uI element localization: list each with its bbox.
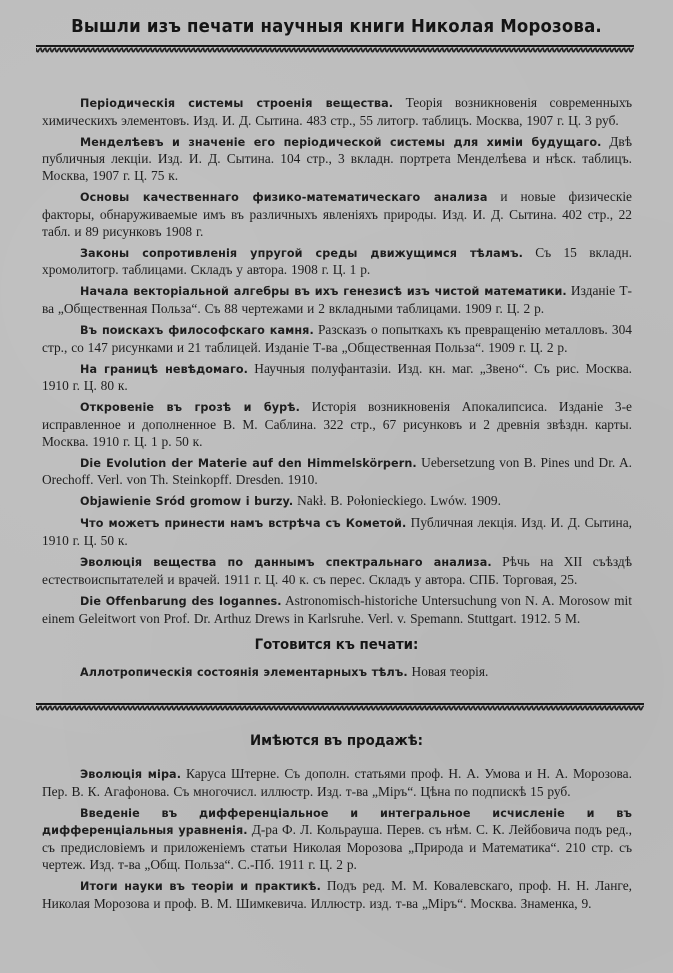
book-details: Исторія возникновенія Апокалипсиса. Изданіе 3-е исправленное и дополненное В. М. Саблина. 322 стр., 67 рисунковъ и 2 древнія звѣздн. карты. Москва. 1910 г. Ц. 1 р. 50 к. [42,399,633,449]
book-title: Начала векторіальной алгебры въ ихъ генезисѣ изъ чистой математики. [80,285,567,299]
book-title: Законы сопротивленія упругой среды движущимся тѣламъ. [80,246,523,260]
book-entry [42,515,632,549]
book-entry [42,554,632,588]
book-details: Д-ра Ф. Л. Кольрауша. Перев. съ нѣм. С. К. Лейбовича подъ ред., съ предисловіемъ и приложеніемъ статьи Николая Морозова „Природа и Математика“. 210 стр. съ чертеж. Изд. т-ва „Общ. Польза“. С.-Пб. 1911 г. Ц. 2 р. [42,822,632,872]
book-details: и новые физическіе факторы, обнаруживаемые имъ въ различныхъ явленіяхъ природы. Изд. И. Д. Сытина. 402 стр., 22 табл. и 89 рисунковъ 1908 г. [42,189,632,239]
book-entry [42,361,632,395]
book-title: Эволюція міра. [80,768,182,781]
decorative-rule-top [36,45,634,57]
book-details: Научныя полуфантазіи. Изд. кн. маг. „Звено“. Съ рис. Москва. 1910 г. Ц. 80 к. [42,360,632,394]
book-details: Теорія возникновенія современныхъ химическихъ элементовъ. Изд. И. Д. Сытина. 483 стр., 55 литогр. таблицъ. Москва, 1907 г. Ц. 3 руб. [42,95,632,128]
book-details: Публичная лекція. Изд. И. Д. Сытина, 1910 г. Ц. 50 к. [42,515,632,549]
section-heading-for-sale: Имѣются въ продажѣ: [250,733,423,749]
book-entry [42,878,632,912]
book-title: Что можетъ принести намъ встрѣча съ Кометой. [80,517,407,531]
book-entry [42,493,632,511]
book-title: Эволюція вещества по даннымъ спектральнаго анализа. [80,556,492,570]
published-books-list [42,95,632,632]
preparing-books-list [42,664,632,686]
book-details: Рѣчь на XII съѣздѣ естествоиспытателей и врачей. 1911 г. Ц. 40 к. съ перес. Складъ у автора. СПБ. Торговая, 25. [42,554,633,587]
book-title: Менделѣевъ и значеніе его періодической системы для химіи будущаго. [80,135,602,149]
book-title: Основы качественнаго физико-математическаго анализа [80,191,488,205]
book-details: Nakł. B. Połonieckiego. Lwów. 1909. [293,493,501,509]
book-title: На границѣ невѣдомаго. [80,362,249,376]
book-entry [42,766,632,800]
book-title: Objawienie Sród gromow i burzy. [80,495,294,509]
book-details: Новая теорія. [407,664,489,679]
book-entry [42,95,632,129]
page-title: Вышли изъ печати научныя книги Николая Морозова. [71,16,602,37]
book-entry [42,245,632,279]
book-title: Die Offenbarung des Iogannes. [80,594,282,608]
book-details: Astronomisch-historiche Untersuchung von N. A. Morosow mit einem Geleitwort von Prof. Dr. Arthuz Drews in Karlsruhe. Verl. v. Spemann. Stuttgart. 1912. 5 M. [42,592,632,626]
book-entry [42,455,632,489]
book-entry [42,283,632,317]
book-title: Итоги науки въ теоріи и практикѣ. [80,879,321,893]
book-details: Подъ ред. М. М. Ковалевскаго, проф. Н. Н. Ланге, Николая Морозова и проф. В. М. Шимкевича. Иллюстр. изд. т-ва „Міръ“. Москва. Знаменка, 9. [42,877,632,911]
book-title: Въ поискахъ философскаго камня. [80,323,314,337]
wavy-border-icon [36,47,634,54]
book-details: Каруса Штерне. Съ дополн. статьями проф. Н. А. Умова и Н. А. Морозова. Пер. В. К. Агафонова. Съ многочисл. иллюстр. Изд. т-ва „Міръ“. Цѣна по подпискѣ 15 руб. [42,766,632,799]
section-heading-preparing: Готовится къ печати: [254,637,419,653]
book-entry [42,399,632,450]
book-title: Die Evolution der Materie auf den Himmelskörpern. [80,456,417,470]
book-entry [42,805,632,874]
decorative-rule-middle [36,703,644,715]
book-details: Разсказъ о попыткахъ къ превращенію металловъ. 304 стр., со 147 рисунками и 21 таблицей. Изданіе Т-ва „Общественная Польза“. 1909 г. Ц. 2 р. [42,321,632,355]
book-title: Откровеніе въ грозѣ и бурѣ. [80,401,300,415]
book-details: Двѣ публичныя лекціи. Изд. И. Д. Сытина. 104 стр., 3 вкладн. портрета Менделѣева и нѣск. таблицъ. Москва, 1907 г. Ц. 75 к. [42,133,632,184]
for-sale-books-list [42,766,632,917]
book-details: Uebersetzung von B. Pines und Dr. A. Orechoff. Verl. von Th. Steinkopff. Dresden. 1910. [42,454,632,488]
book-details: Съ 15 вкладн. хромолитогр. таблицами. Складъ у автора. 1908 г. Ц. 1 р. [42,244,632,278]
book-title: Введеніе въ дифференціальное и интегральное исчисленіе и въ дифференціальныя уравненія. [42,806,632,838]
book-entry [42,322,632,356]
book-entry [42,189,632,240]
book-entry [42,664,632,682]
book-entry [42,134,632,185]
book-title: Періодическія системы строенія вещества. [80,97,394,110]
wavy-border-icon [36,705,644,712]
book-entry [42,593,632,627]
book-title: Аллотропическія состоянія элементарныхъ тѣлъ. [80,666,408,679]
book-details: Изданіе Т-ва „Общественная Польза“. Съ 88 чертежами и 2 вкладными таблицами. 1909 г. Ц. 2 р. [42,283,632,316]
